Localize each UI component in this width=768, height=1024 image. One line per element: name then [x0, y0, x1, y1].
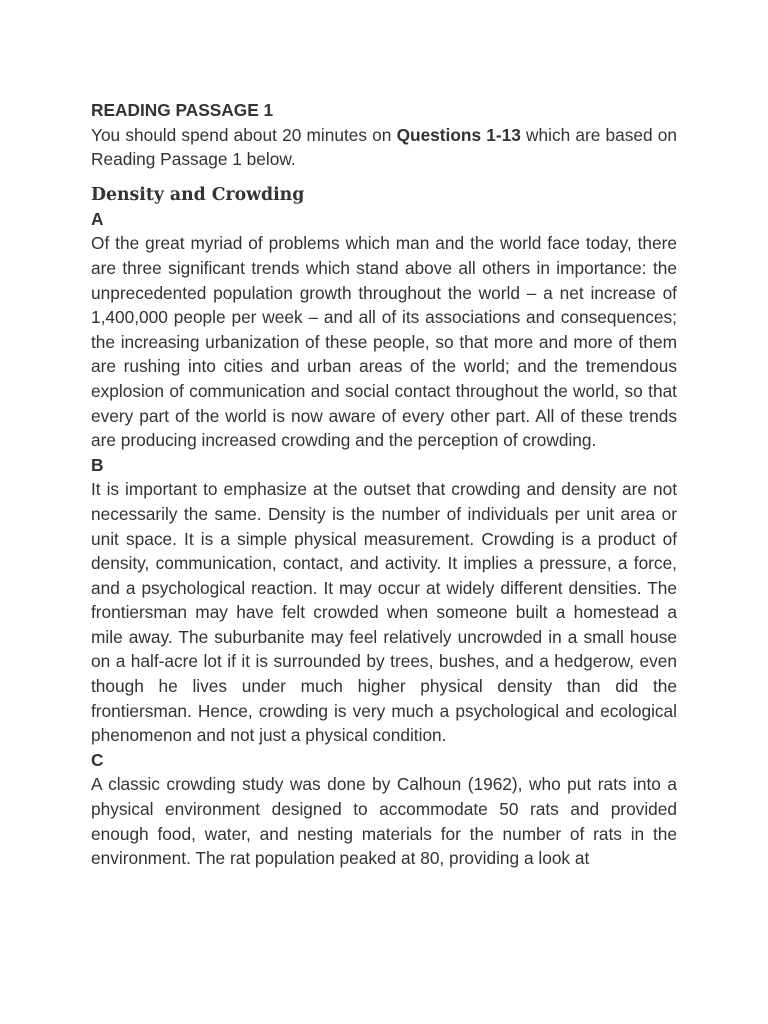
passage-heading: Density and Crowding — [91, 184, 305, 205]
section-paragraph-c: A classic crowding study was done by Calhoun (1962), who put rats into a physical environment designed to accommodate 50 rats and provided enough food, water, and nesting materials for the number of rats in the environment. The rat population peaked at 80, providing a look at — [91, 774, 677, 869]
intro-questions-range: Questions 1-13 — [396, 124, 521, 145]
section-paragraph-b: It is important to emphasize at the outset that crowding and density are not necessarily the same. Density is the number of individuals per unit area or unit space. It is a simple physical measurement. Crowding is a product of density, communication, contact, and activity. It implies a pressure, a force, and a psychological reaction. It may occur at widely different densities. The frontiersman may have felt crowded when someone built a homestead a mile away. The suburbanite may feel relatively uncrowded in a small house on a half-acre lot if it is surrounded by trees, bushes, and a hedgerow, even though he lives under much higher physical density than did the frontiersman. Hence, crowding is very much a psychological and ecological phenomenon and not just a physical condition. — [91, 479, 677, 746]
intro-text-before: You should spend about 20 minutes on — [91, 124, 397, 145]
section-letter-b: B — [91, 454, 104, 475]
section-letter-a: A — [91, 208, 104, 229]
intro-text-after: which are based on Reading Passage 1 below. — [91, 124, 677, 170]
passage-intro — [91, 123, 677, 172]
section-letter-c: C — [91, 749, 104, 770]
reading-passage — [91, 98, 677, 871]
section-paragraph-a: Of the great myriad of problems which man and the world face today, there are three significant trends which stand above all others in importance: the unprecedented population growth throughout the world – a net increase of 1,400,000 people per week – and all of its associations and consequences; the increasing urbanization of these people, so that more and more of them are rushing into cities and urban areas of the world; and the tremendous explosion of communication and social contact throughout the world, so that every part of the world is now aware of every other part. All of these trends are producing increased crowding and the perception of crowding. — [91, 233, 677, 451]
passage-title: READING PASSAGE 1 — [91, 100, 274, 120]
